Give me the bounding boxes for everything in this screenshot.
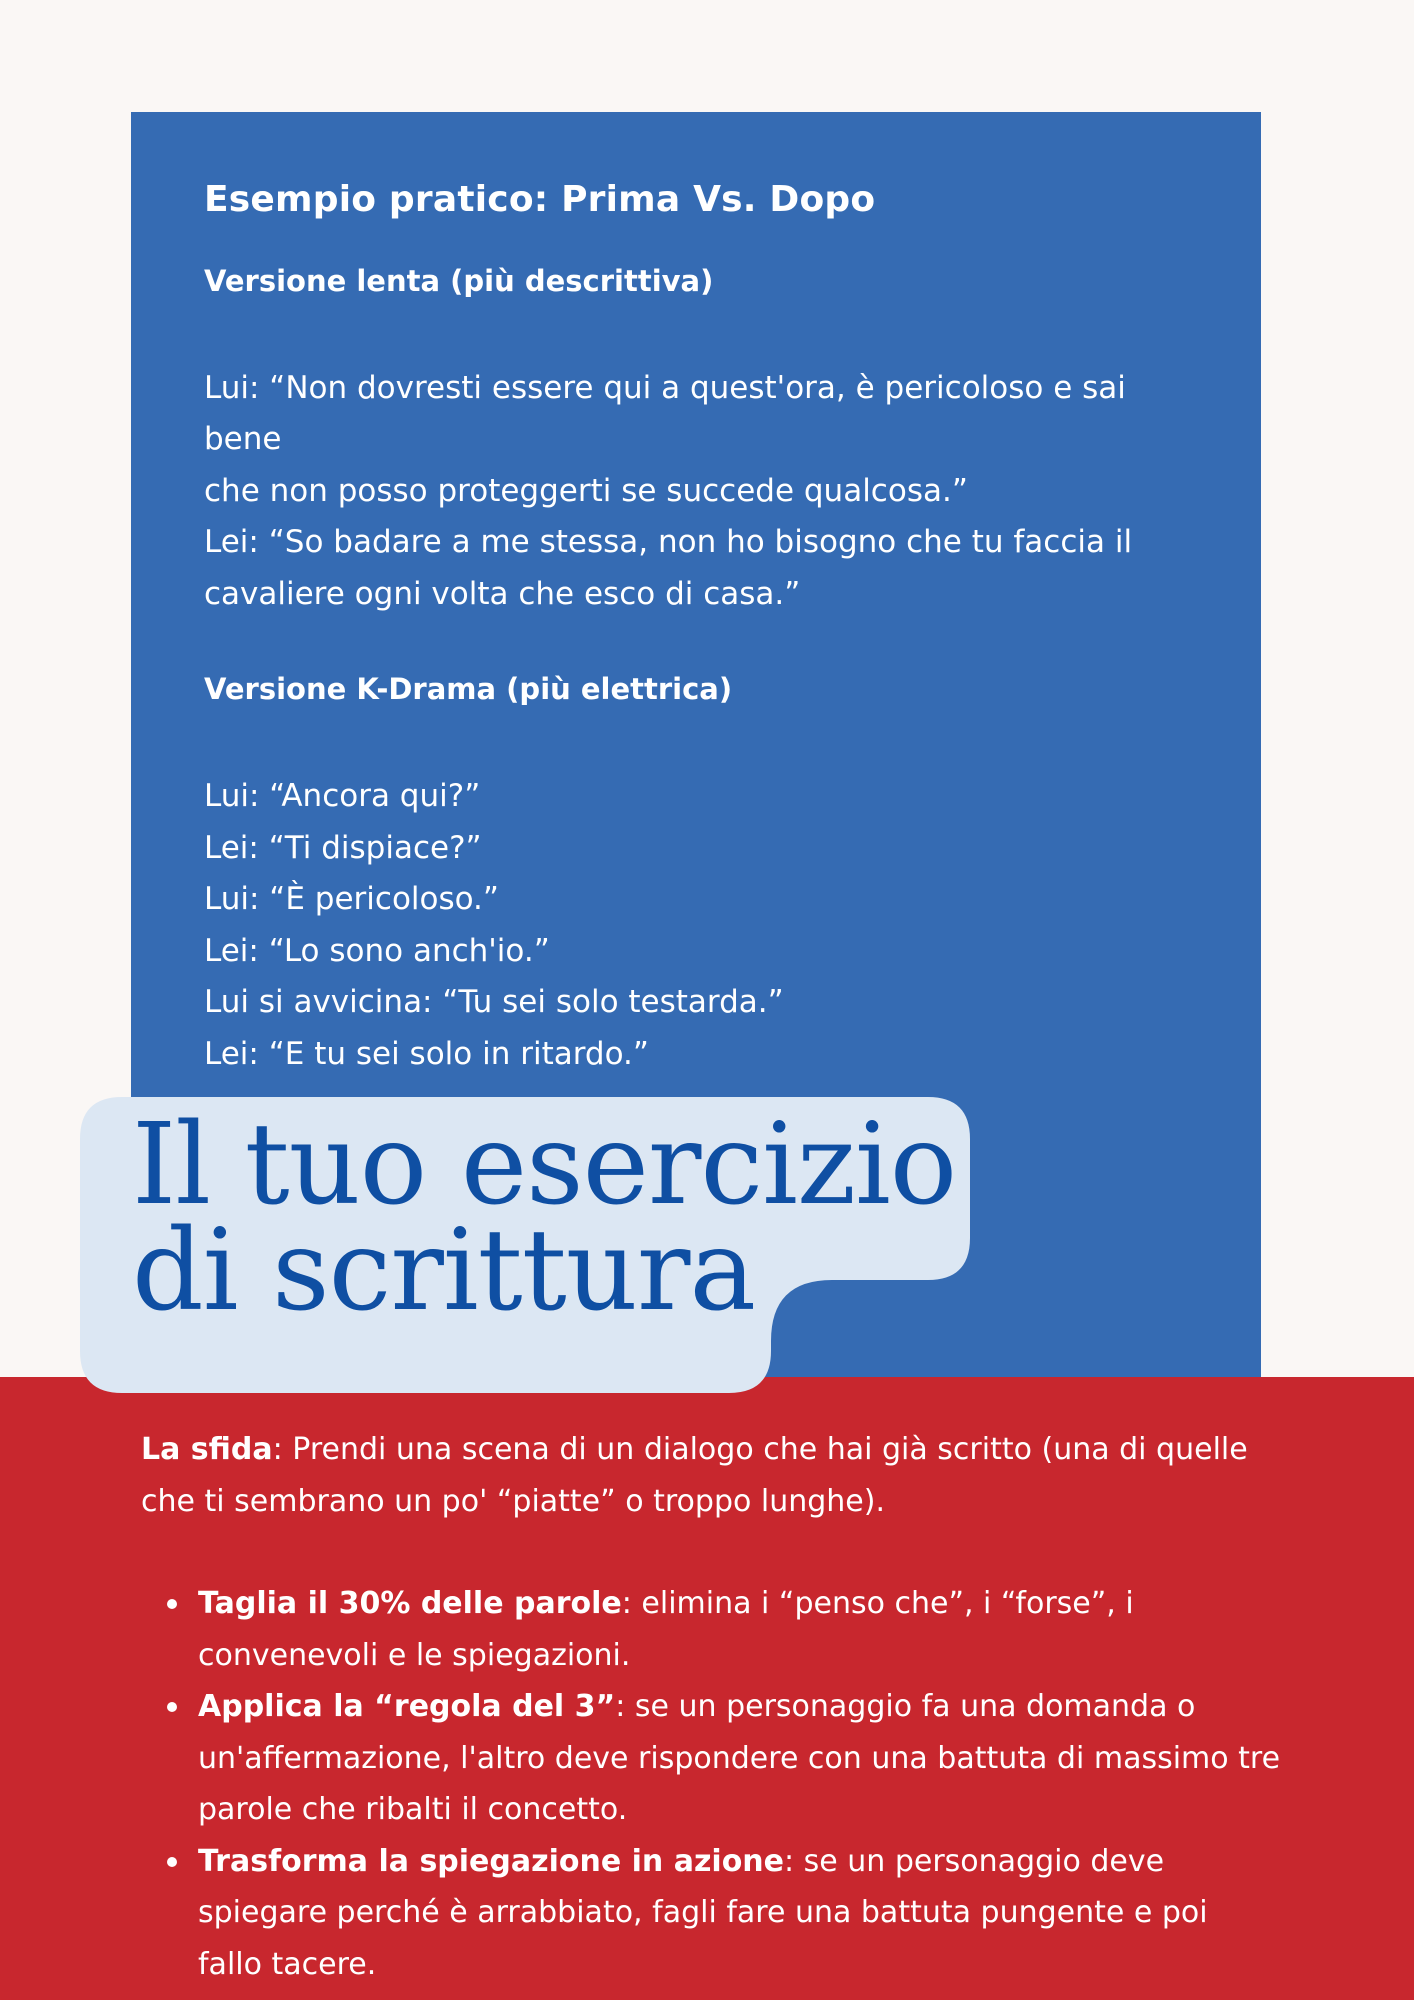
dialogue-line: Lui: “È pericoloso.” bbox=[204, 881, 499, 918]
dialogue-line: Lui si avvicina: “Tu sei solo testarda.” bbox=[204, 984, 784, 1021]
bullet-icon bbox=[167, 1702, 177, 1712]
step-text: : se un personaggio deve spiegare perché è arrabbiato, fagli fare una battuta pungente e poi fallo tacere. bbox=[198, 1843, 1208, 1982]
challenge-text: : Prendi una scena di un dialogo che hai già scritto (una di quelle che ti sembrano un po' “piatte” o troppo lunghe). bbox=[141, 1432, 1248, 1519]
steps-list bbox=[141, 1578, 1281, 1990]
exercise-section bbox=[141, 1424, 1281, 1990]
kdrama-version-dialogue bbox=[204, 771, 1164, 1080]
list-item bbox=[198, 1681, 1281, 1836]
exercise-title-line: di scrittura bbox=[132, 1206, 756, 1336]
dialogue-line: Lei: “E tu sei solo in ritardo.” bbox=[204, 1035, 649, 1072]
example-section bbox=[204, 178, 1164, 1080]
challenge-paragraph bbox=[141, 1424, 1281, 1527]
step-title: Applica la “regola del 3” bbox=[198, 1689, 616, 1724]
dialogue-line: cavaliere ogni volta che esco di casa.” bbox=[204, 575, 801, 612]
exercise-title bbox=[132, 1100, 957, 1336]
dialogue-line: che non posso proteggerti se succede qualcosa.” bbox=[204, 472, 968, 509]
list-item bbox=[198, 1836, 1281, 1991]
list-item bbox=[198, 1578, 1281, 1681]
slow-version-heading: Versione lenta (più descrittiva) bbox=[204, 264, 714, 299]
dialogue-line: Lei: “Ti dispiace?” bbox=[204, 829, 482, 866]
bullet-icon bbox=[167, 1857, 177, 1867]
kdrama-version-heading: Versione K-Drama (più elettrica) bbox=[204, 672, 733, 707]
step-text: : elimina i “penso che”, i “forse”, i convenevoli e le spiegazioni. bbox=[198, 1586, 1134, 1673]
challenge-label: La sfida bbox=[141, 1432, 273, 1467]
exercise-title-line: Il tuo esercizio bbox=[132, 1100, 957, 1230]
dialogue-line: Lei: “Lo sono anch'io.” bbox=[204, 932, 550, 969]
dialogue-line: Lui: “Ancora qui?” bbox=[204, 778, 481, 815]
dialogue-line: Lui: “Non dovresti essere qui a quest'ora, è pericoloso e sai bene bbox=[204, 369, 1126, 458]
step-title: Trasforma la spiegazione in azione bbox=[198, 1843, 785, 1879]
step-title: Taglia il 30% delle parole bbox=[198, 1586, 622, 1621]
step-text: : se un personaggio fa una domanda o un'affermazione, l'altro deve rispondere con una battuta di massimo tre parole che ribalti il concetto. bbox=[198, 1689, 1281, 1827]
bullet-icon bbox=[167, 1599, 177, 1609]
slow-version-dialogue bbox=[204, 363, 1164, 621]
dialogue-line: Lei: “So badare a me stessa, non ho bisogno che tu faccia il bbox=[204, 524, 1133, 561]
example-title: Esempio pratico: Prima Vs. Dopo bbox=[204, 179, 876, 220]
